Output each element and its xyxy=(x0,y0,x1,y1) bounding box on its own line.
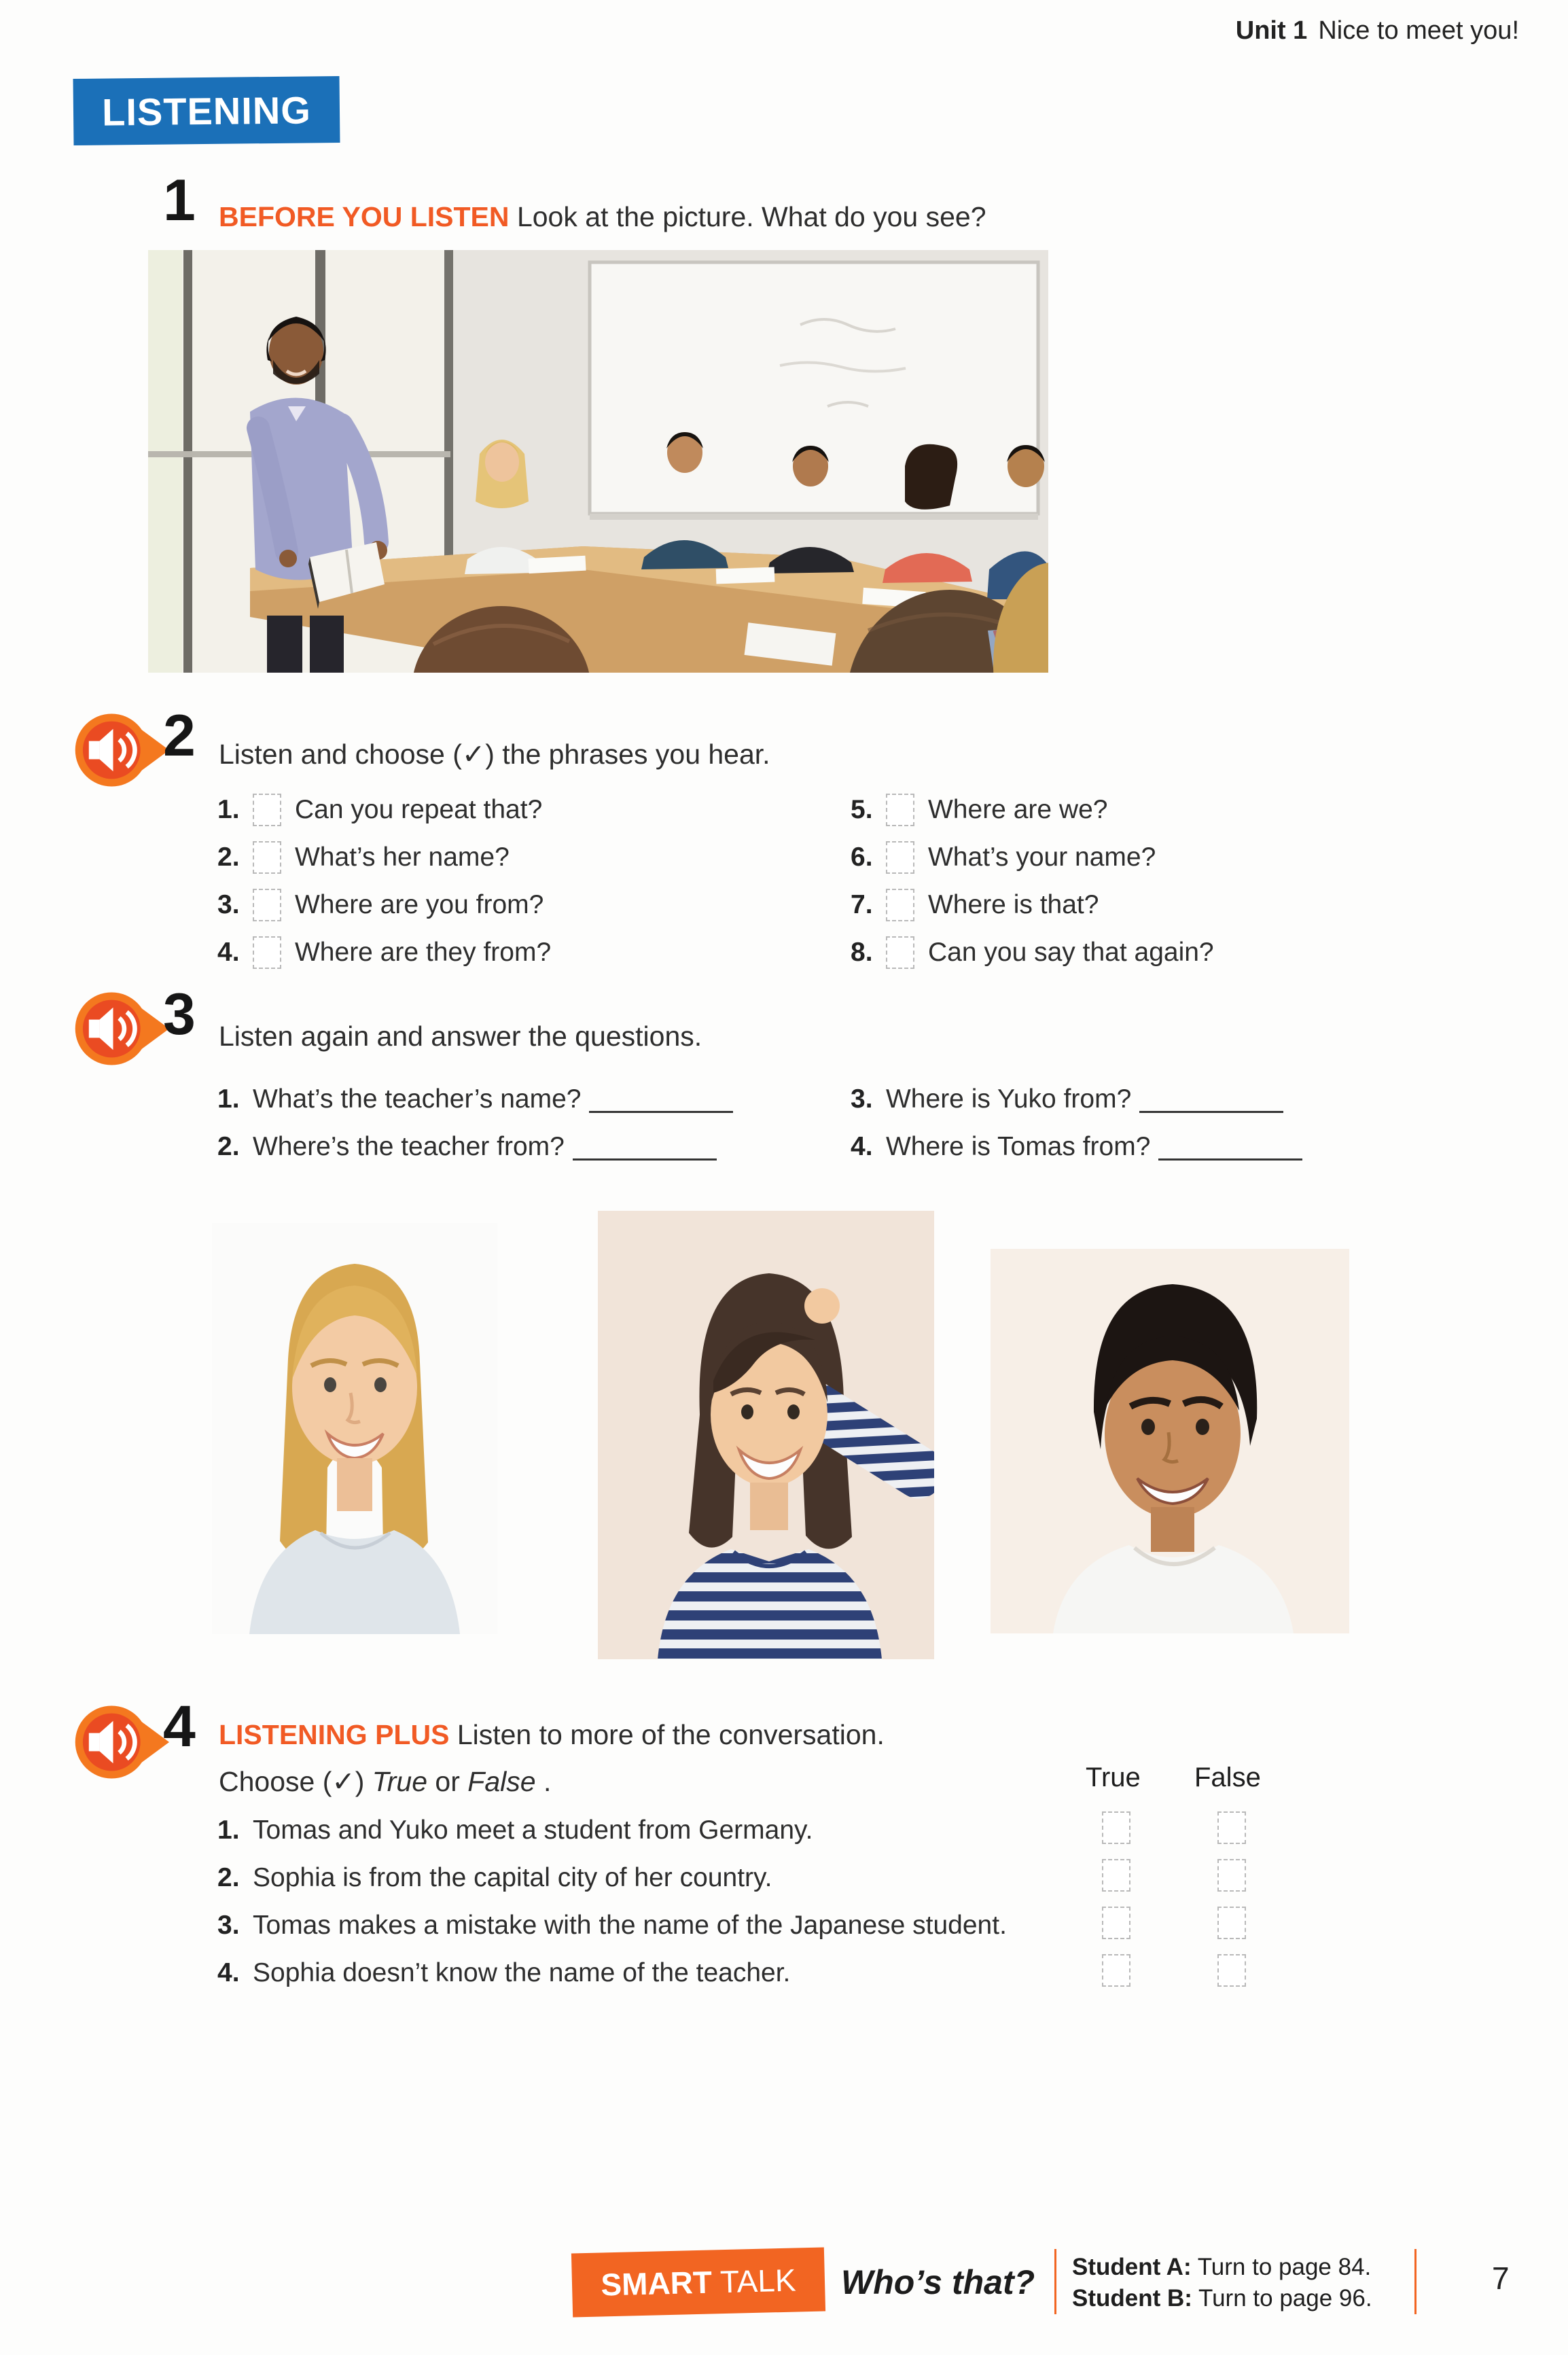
student-a-text: Turn to page 84. xyxy=(1191,2254,1372,2280)
exercise4-label: LISTENING PLUS xyxy=(219,1719,450,1750)
footer-divider xyxy=(1054,2249,1056,2314)
statement-3 xyxy=(217,1911,1007,1941)
exercise4-instruction-line1: Listen to more of the conversation. xyxy=(457,1719,885,1750)
exercise2-number: 2 xyxy=(163,703,196,768)
statement-text: Sophia is from the capital city of her country. xyxy=(253,1863,772,1892)
page-header xyxy=(1236,16,1519,46)
exercise4-number: 4 xyxy=(163,1694,196,1759)
column-header-true: True xyxy=(1086,1763,1141,1792)
item-text: What’s her name? xyxy=(295,843,510,872)
item-number: 6. xyxy=(851,843,873,872)
item-number: 1. xyxy=(217,795,240,824)
exercise1-instruction: Look at the picture. What do you see? xyxy=(516,201,986,232)
smart-talk-banner xyxy=(571,2247,825,2317)
item-number: 3. xyxy=(217,890,240,919)
statement-2 xyxy=(217,1863,772,1893)
item-number: 8. xyxy=(851,938,873,967)
item-text: Can you repeat that? xyxy=(295,795,543,824)
audio-icon xyxy=(72,711,174,790)
item-number: 4. xyxy=(217,938,240,967)
period-text: . xyxy=(535,1766,552,1797)
question-number: 2. xyxy=(217,1132,240,1161)
classroom-photo xyxy=(148,250,1048,673)
exercise4-heading xyxy=(219,1719,885,1751)
statement-number: 1. xyxy=(217,1816,240,1845)
phrase-item-1 xyxy=(217,794,542,826)
phrase-item-6 xyxy=(851,841,1156,874)
student-b-text: Turn to page 96. xyxy=(1192,2285,1372,2312)
smart-talk-activity-title: Who’s that? xyxy=(841,2263,1035,2301)
smart-label: SMART xyxy=(600,2264,713,2303)
checkbox-phrase-8[interactable] xyxy=(886,936,914,969)
student-b-label: Student B: xyxy=(1072,2285,1192,2312)
item-text: What’s your name? xyxy=(928,843,1156,872)
phrase-item-7 xyxy=(851,889,1099,921)
question-2 xyxy=(217,1132,717,1162)
statement-text: Sophia doesn’t know the name of the teacher. xyxy=(253,1958,791,1987)
phrase-item-3 xyxy=(217,889,544,921)
student-b-instruction xyxy=(1072,2283,1372,2314)
checkbox-false-3[interactable] xyxy=(1217,1907,1246,1939)
false-italic: False xyxy=(467,1766,536,1797)
unit-label: Unit 1 xyxy=(1235,16,1308,45)
choose-text: Choose (✓) xyxy=(219,1766,372,1797)
statement-number: 3. xyxy=(217,1911,240,1940)
true-italic: True xyxy=(372,1766,428,1797)
item-text: Where are they from? xyxy=(295,938,552,967)
question-1 xyxy=(217,1084,733,1114)
section-banner xyxy=(73,76,340,145)
page-number: 7 xyxy=(1492,2261,1510,2296)
unit-title: Nice to meet you! xyxy=(1318,16,1519,45)
item-number: 2. xyxy=(217,843,240,872)
statement-1 xyxy=(217,1816,813,1845)
exercise3-number: 3 xyxy=(163,982,196,1047)
question-text: Where is Yuko from? xyxy=(886,1084,1132,1114)
question-4 xyxy=(851,1132,1302,1162)
phrase-item-8 xyxy=(851,936,1214,969)
section-banner-label: LISTENING xyxy=(101,88,312,134)
question-text: What’s the teacher’s name? xyxy=(253,1084,582,1114)
answer-blank-1[interactable] xyxy=(589,1091,733,1113)
checkbox-phrase-5[interactable] xyxy=(886,794,914,826)
checkbox-true-2[interactable] xyxy=(1102,1859,1130,1892)
checkbox-phrase-7[interactable] xyxy=(886,889,914,921)
student-a-label: Student A: xyxy=(1072,2254,1192,2280)
student-a-instruction xyxy=(1072,2252,1371,2283)
checkbox-phrase-1[interactable] xyxy=(253,794,281,826)
exercise2-instruction: Listen and choose (✓) the phrases you hear. xyxy=(219,739,770,770)
checkbox-phrase-6[interactable] xyxy=(886,841,914,874)
or-text: or xyxy=(427,1766,468,1797)
portrait-photo-blonde-woman xyxy=(212,1223,497,1634)
statement-4 xyxy=(217,1958,790,1988)
question-number: 1. xyxy=(217,1084,240,1114)
portrait-photo-striped-shirt-woman xyxy=(598,1211,934,1659)
checkbox-phrase-2[interactable] xyxy=(253,841,281,874)
item-number: 7. xyxy=(851,890,873,919)
exercise1-label: BEFORE YOU LISTEN xyxy=(219,201,510,232)
item-text: Where is that? xyxy=(928,890,1099,919)
question-number: 4. xyxy=(851,1132,873,1161)
answer-blank-2[interactable] xyxy=(573,1138,717,1161)
checkbox-true-4[interactable] xyxy=(1102,1954,1130,1987)
statement-text: Tomas and Yuko meet a student from Germany. xyxy=(253,1816,813,1845)
phrase-item-4 xyxy=(217,936,551,969)
checkbox-true-1[interactable] xyxy=(1102,1811,1130,1844)
item-text: Can you say that again? xyxy=(928,938,1214,967)
answer-blank-4[interactable] xyxy=(1158,1138,1302,1161)
column-header-false: False xyxy=(1194,1763,1261,1792)
question-3 xyxy=(851,1084,1283,1114)
question-text: Where is Tomas from? xyxy=(886,1132,1151,1161)
checkbox-phrase-3[interactable] xyxy=(253,889,281,921)
talk-label: TALK xyxy=(719,2262,797,2300)
answer-blank-3[interactable] xyxy=(1139,1091,1283,1113)
exercise3-instruction: Listen again and answer the questions. xyxy=(219,1021,702,1052)
question-text: Where’s the teacher from? xyxy=(253,1132,565,1161)
item-text: Where are we? xyxy=(928,795,1108,824)
checkbox-false-4[interactable] xyxy=(1217,1954,1246,1987)
question-number: 3. xyxy=(851,1084,873,1114)
phrase-item-5 xyxy=(851,794,1107,826)
item-text: Where are you from? xyxy=(295,890,544,919)
checkbox-phrase-4[interactable] xyxy=(253,936,281,969)
exercise1-heading xyxy=(219,201,986,233)
portrait-photo-white-tshirt-man xyxy=(991,1249,1349,1633)
phrase-item-2 xyxy=(217,841,510,874)
checkbox-false-1[interactable] xyxy=(1217,1811,1246,1844)
statement-number: 2. xyxy=(217,1863,240,1892)
footer-divider xyxy=(1414,2249,1416,2314)
audio-icon xyxy=(72,1703,174,1782)
checkbox-false-2[interactable] xyxy=(1217,1859,1246,1892)
statement-number: 4. xyxy=(217,1958,240,1987)
checkbox-true-3[interactable] xyxy=(1102,1907,1130,1939)
statement-text: Tomas makes a mistake with the name of the Japanese student. xyxy=(253,1911,1007,1940)
audio-icon xyxy=(72,989,174,1068)
exercise1-number: 1 xyxy=(163,168,196,233)
item-number: 5. xyxy=(851,795,873,824)
exercise4-instruction-line2 xyxy=(219,1765,551,1798)
